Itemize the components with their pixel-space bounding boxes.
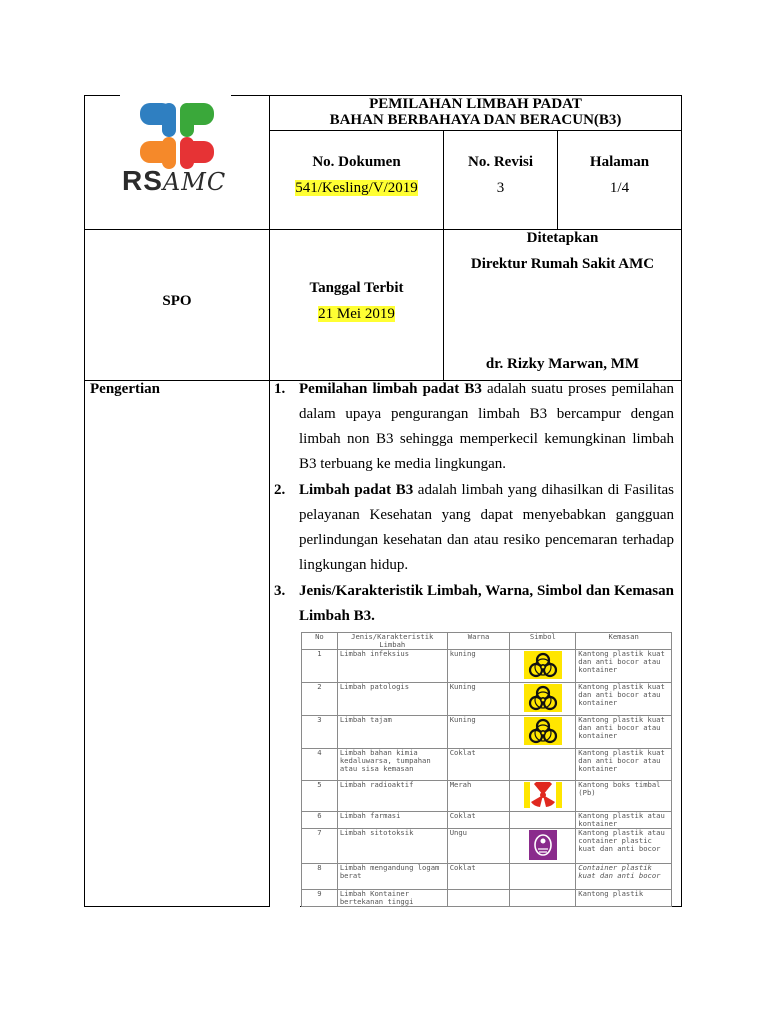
document-title — [270, 96, 681, 128]
frame-line — [84, 906, 270, 907]
title-line-1: PEMILAHAN LIMBAH PADAT — [369, 96, 582, 112]
ditetapkan-label: Ditetapkan — [526, 230, 599, 246]
cell-no: 8 — [302, 864, 338, 890]
cell-warna — [447, 890, 510, 907]
table-row — [302, 829, 672, 864]
signatory-name: dr. Rizky Marwan, MM — [485, 356, 640, 372]
cell-warna: Merah — [447, 781, 510, 812]
cell-kemasan: Kantong plastik atau container plastic kuat dan anti bocor — [576, 829, 672, 864]
frame-line — [681, 95, 682, 906]
definition-item-2 — [274, 478, 674, 578]
cell-simbol — [510, 781, 576, 812]
frame-line — [269, 95, 270, 907]
item-text: adalah suatu proses pemilahan dalam upaya pengurangan limbah B3 bercampur dengan limbah non B3 sehingga memperkecil kemungkinan limbah B3 terbuang ke media lingkungan. — [299, 381, 674, 472]
cell-jenis: Limbah tajam — [337, 716, 447, 749]
cell-simbol — [510, 890, 576, 907]
biohazard-icon — [524, 651, 562, 679]
cell-jenis: Limbah patologis — [337, 683, 447, 716]
cell-jenis: Limbah mengandung logam berat — [337, 864, 447, 890]
cell-jenis: Limbah infeksius — [337, 650, 447, 683]
item-number: 3. — [274, 583, 286, 599]
cell-kemasan: Kantong plastik kuat dan anti bocor atau kontainer — [576, 650, 672, 683]
cell-simbol — [510, 812, 576, 829]
revisi-value: 3 — [496, 180, 505, 196]
cell-simbol — [510, 716, 576, 749]
frame-line — [84, 95, 85, 906]
dokumen-value: 541/Kesling/V/2019 — [295, 180, 418, 196]
cell-simbol — [510, 683, 576, 716]
plus-cross-icon — [118, 95, 234, 175]
cell-simbol — [510, 650, 576, 683]
table-row — [302, 716, 672, 749]
table-row — [302, 781, 672, 812]
cell-simbol — [510, 749, 576, 781]
cell-no: 7 — [302, 829, 338, 864]
cell-no: 2 — [302, 683, 338, 716]
biohazard-icon — [524, 717, 562, 745]
section-label: Pengertian — [90, 381, 160, 397]
cell-kemasan: Kantong plastik atau kontainer — [576, 812, 672, 829]
cell-warna: Ungu — [447, 829, 510, 864]
item-number: 2. — [274, 482, 286, 498]
dokumen-label: No. Dokumen — [312, 154, 401, 170]
item-term: Pemilahan limbah padat B3 — [299, 381, 482, 397]
table-row — [302, 890, 672, 907]
cell-simbol — [510, 829, 576, 864]
waste-classification-table — [301, 632, 672, 907]
cell-jenis: Limbah radioaktif — [337, 781, 447, 812]
radiation-icon — [524, 782, 562, 808]
cell-kemasan — [576, 864, 672, 890]
table-row — [302, 650, 672, 683]
col-header-simbol: Simbol — [510, 633, 576, 650]
cell-jenis: Limbah farmasi — [337, 812, 447, 829]
cell-warna: kuning — [447, 650, 510, 683]
biohazard-icon — [524, 684, 562, 712]
cell-kemasan: Kantong plastik kuat dan anti bocor atau kontainer — [576, 749, 672, 781]
item-text: . — [371, 608, 375, 624]
cell-kemasan: Kantong plastik kuat dan anti bocor atau kontainer — [576, 716, 672, 749]
cell-simbol — [510, 864, 576, 890]
item-text: adalah limbah yang dihasilkan di Fasilitas pelayanan Kesehatan yang dapat menyebabkan gangguan perlindungan kesehatan dan atau resiko pencemaran terhadap lingkungan hidup. — [299, 482, 674, 573]
direktur-label: Direktur Rumah Sakit AMC — [470, 256, 655, 272]
definition-item-1 — [274, 377, 674, 477]
table-row — [302, 683, 672, 716]
revisi-label: No. Revisi — [468, 154, 533, 170]
col-header-no: No — [302, 633, 338, 650]
cell-no: 4 — [302, 749, 338, 781]
logo-rs-text: RS — [122, 165, 163, 196]
table-row — [302, 749, 672, 781]
table-row — [302, 812, 672, 829]
cell-kemasan: Kantong plastik — [576, 890, 672, 907]
frame-line — [84, 95, 120, 96]
cytotoxic-icon — [529, 830, 557, 860]
cell-warna: Kuning — [447, 716, 510, 749]
tanggal-value-wrap — [270, 306, 443, 323]
cell-warna: Kuning — [447, 683, 510, 716]
col-header-kemasan: Kemasan — [576, 633, 672, 650]
tanggal-value: 21 Mei 2019 — [318, 306, 395, 322]
frame-line — [269, 130, 682, 131]
cell-jenis: Limbah sitotoksik — [337, 829, 447, 864]
cell-no: 9 — [302, 890, 338, 907]
item-term: Limbah padat B3 — [299, 482, 414, 498]
col-header-jenis: Jenis/Karakteristik Limbah — [337, 633, 447, 650]
title-line-2: BAHAN BERBAHAYA DAN BERACUN(B3) — [329, 112, 622, 128]
definition-item-3 — [274, 579, 674, 629]
cell-warna: Coklat — [447, 812, 510, 829]
halaman-value: 1/4 — [609, 180, 630, 196]
cell-jenis: Limbah Kontainer bertekanan tinggi — [337, 890, 447, 907]
cell-jenis: Limbah bahan kimia kedaluwarsa, tumpahan atau sisa kemasan — [337, 749, 447, 781]
dokumen-value-wrap — [270, 180, 443, 197]
table-row — [302, 864, 672, 890]
cell-no: 3 — [302, 716, 338, 749]
col-header-warna: Warna — [447, 633, 510, 650]
cell-kemasan: Kantong plastik kuat dan anti bocor atau kontainer — [576, 683, 672, 716]
cell-warna: Coklat — [447, 749, 510, 781]
cell-no: 6 — [302, 812, 338, 829]
cell-no: 1 — [302, 650, 338, 683]
kemasan-text: Container plastik kuat dan anti bocor — [578, 863, 661, 880]
item-number: 1. — [274, 381, 286, 397]
logo-amc-text: AMC — [162, 168, 227, 196]
cell-kemasan: Kantong boks timbal (Pb) — [576, 781, 672, 812]
cell-no: 5 — [302, 781, 338, 812]
table-header-row — [302, 633, 672, 650]
cell-warna: Coklat — [447, 864, 510, 890]
spo-label: SPO — [162, 293, 192, 309]
rsamc-logo — [118, 95, 234, 205]
tanggal-label: Tanggal Terbit — [309, 280, 404, 296]
halaman-label: Halaman — [589, 154, 650, 170]
item-term: Jenis/Karakteristik Limbah, Warna, Simbol dan Kemasan Limbah B3 — [299, 583, 674, 624]
